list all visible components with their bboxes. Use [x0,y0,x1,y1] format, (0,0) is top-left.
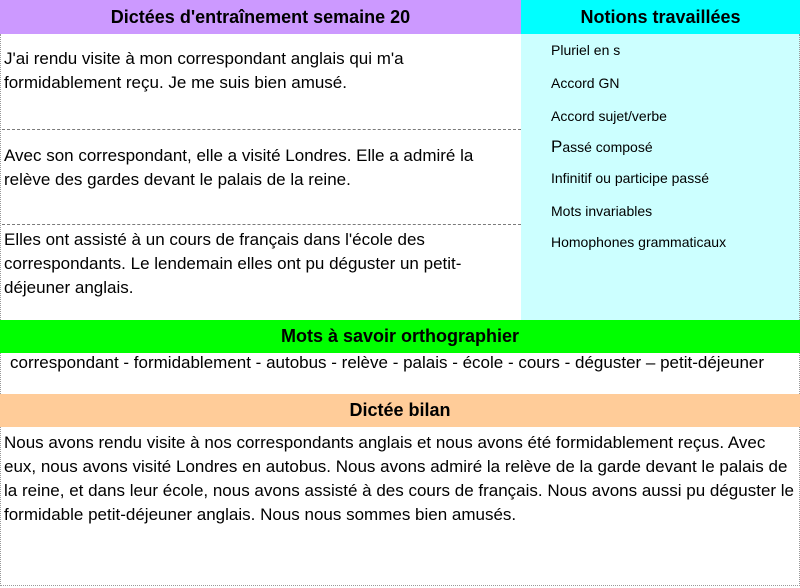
bilan-text: Nous avons rendu visite à nos correspondants anglais et nous avons été formidablement reçus. Avec eux, nous avons visité Londres en autobus. Nous avons admiré la relève de la garde devant le palais de la reine, et dans leur école, nous avons assisté à des cours de français. Nous avons aussi pu déguster le formidable petit-déjeuner anglais. Nous nous sommes bien amusés. [4,433,795,524]
dictee-3: Elles ont assisté à un cours de français dans l'école des correspondants. Le lendemain elles ont pu déguster un petit-déjeuner anglais. [4,230,462,297]
mots-header: Mots à savoir orthographier [0,320,800,353]
dictee-separator [2,129,521,130]
notion-item [551,137,653,157]
notion-item: Infinitif ou participe passé [551,170,709,186]
bottom-border [0,585,800,586]
dictee-2: Avec son correspondant, elle a visité Londres. Elle a admiré la relève des gardes devant le palais de la reine. [4,146,474,189]
notion-initial: P [551,137,563,156]
dictee-1: J'ai rendu visite à mon correspondant anglais qui m'a formidablement reçu. Je me suis bien amusé. [4,49,404,92]
notion-item: Mots invariables [551,203,653,219]
notion-item: Homophones grammaticaux [551,234,727,250]
bilan-header: Dictée bilan [0,394,800,427]
dictee-separator [2,224,521,225]
notion-item: Accord sujet/verbe [551,108,667,124]
notion-item: Pluriel en s [551,42,621,58]
dictees-header: Dictées d'entraînement semaine 20 [0,0,521,34]
notion-item: Accord GN [551,75,620,91]
notion-rest: assé composé [562,139,653,155]
left-border [0,34,1,586]
mots-list: correspondant - formidablement - autobus - relève - palais - école - cours - déguster – petit-déjeuner [10,353,765,372]
notions-header: Notions travaillées [521,0,800,34]
